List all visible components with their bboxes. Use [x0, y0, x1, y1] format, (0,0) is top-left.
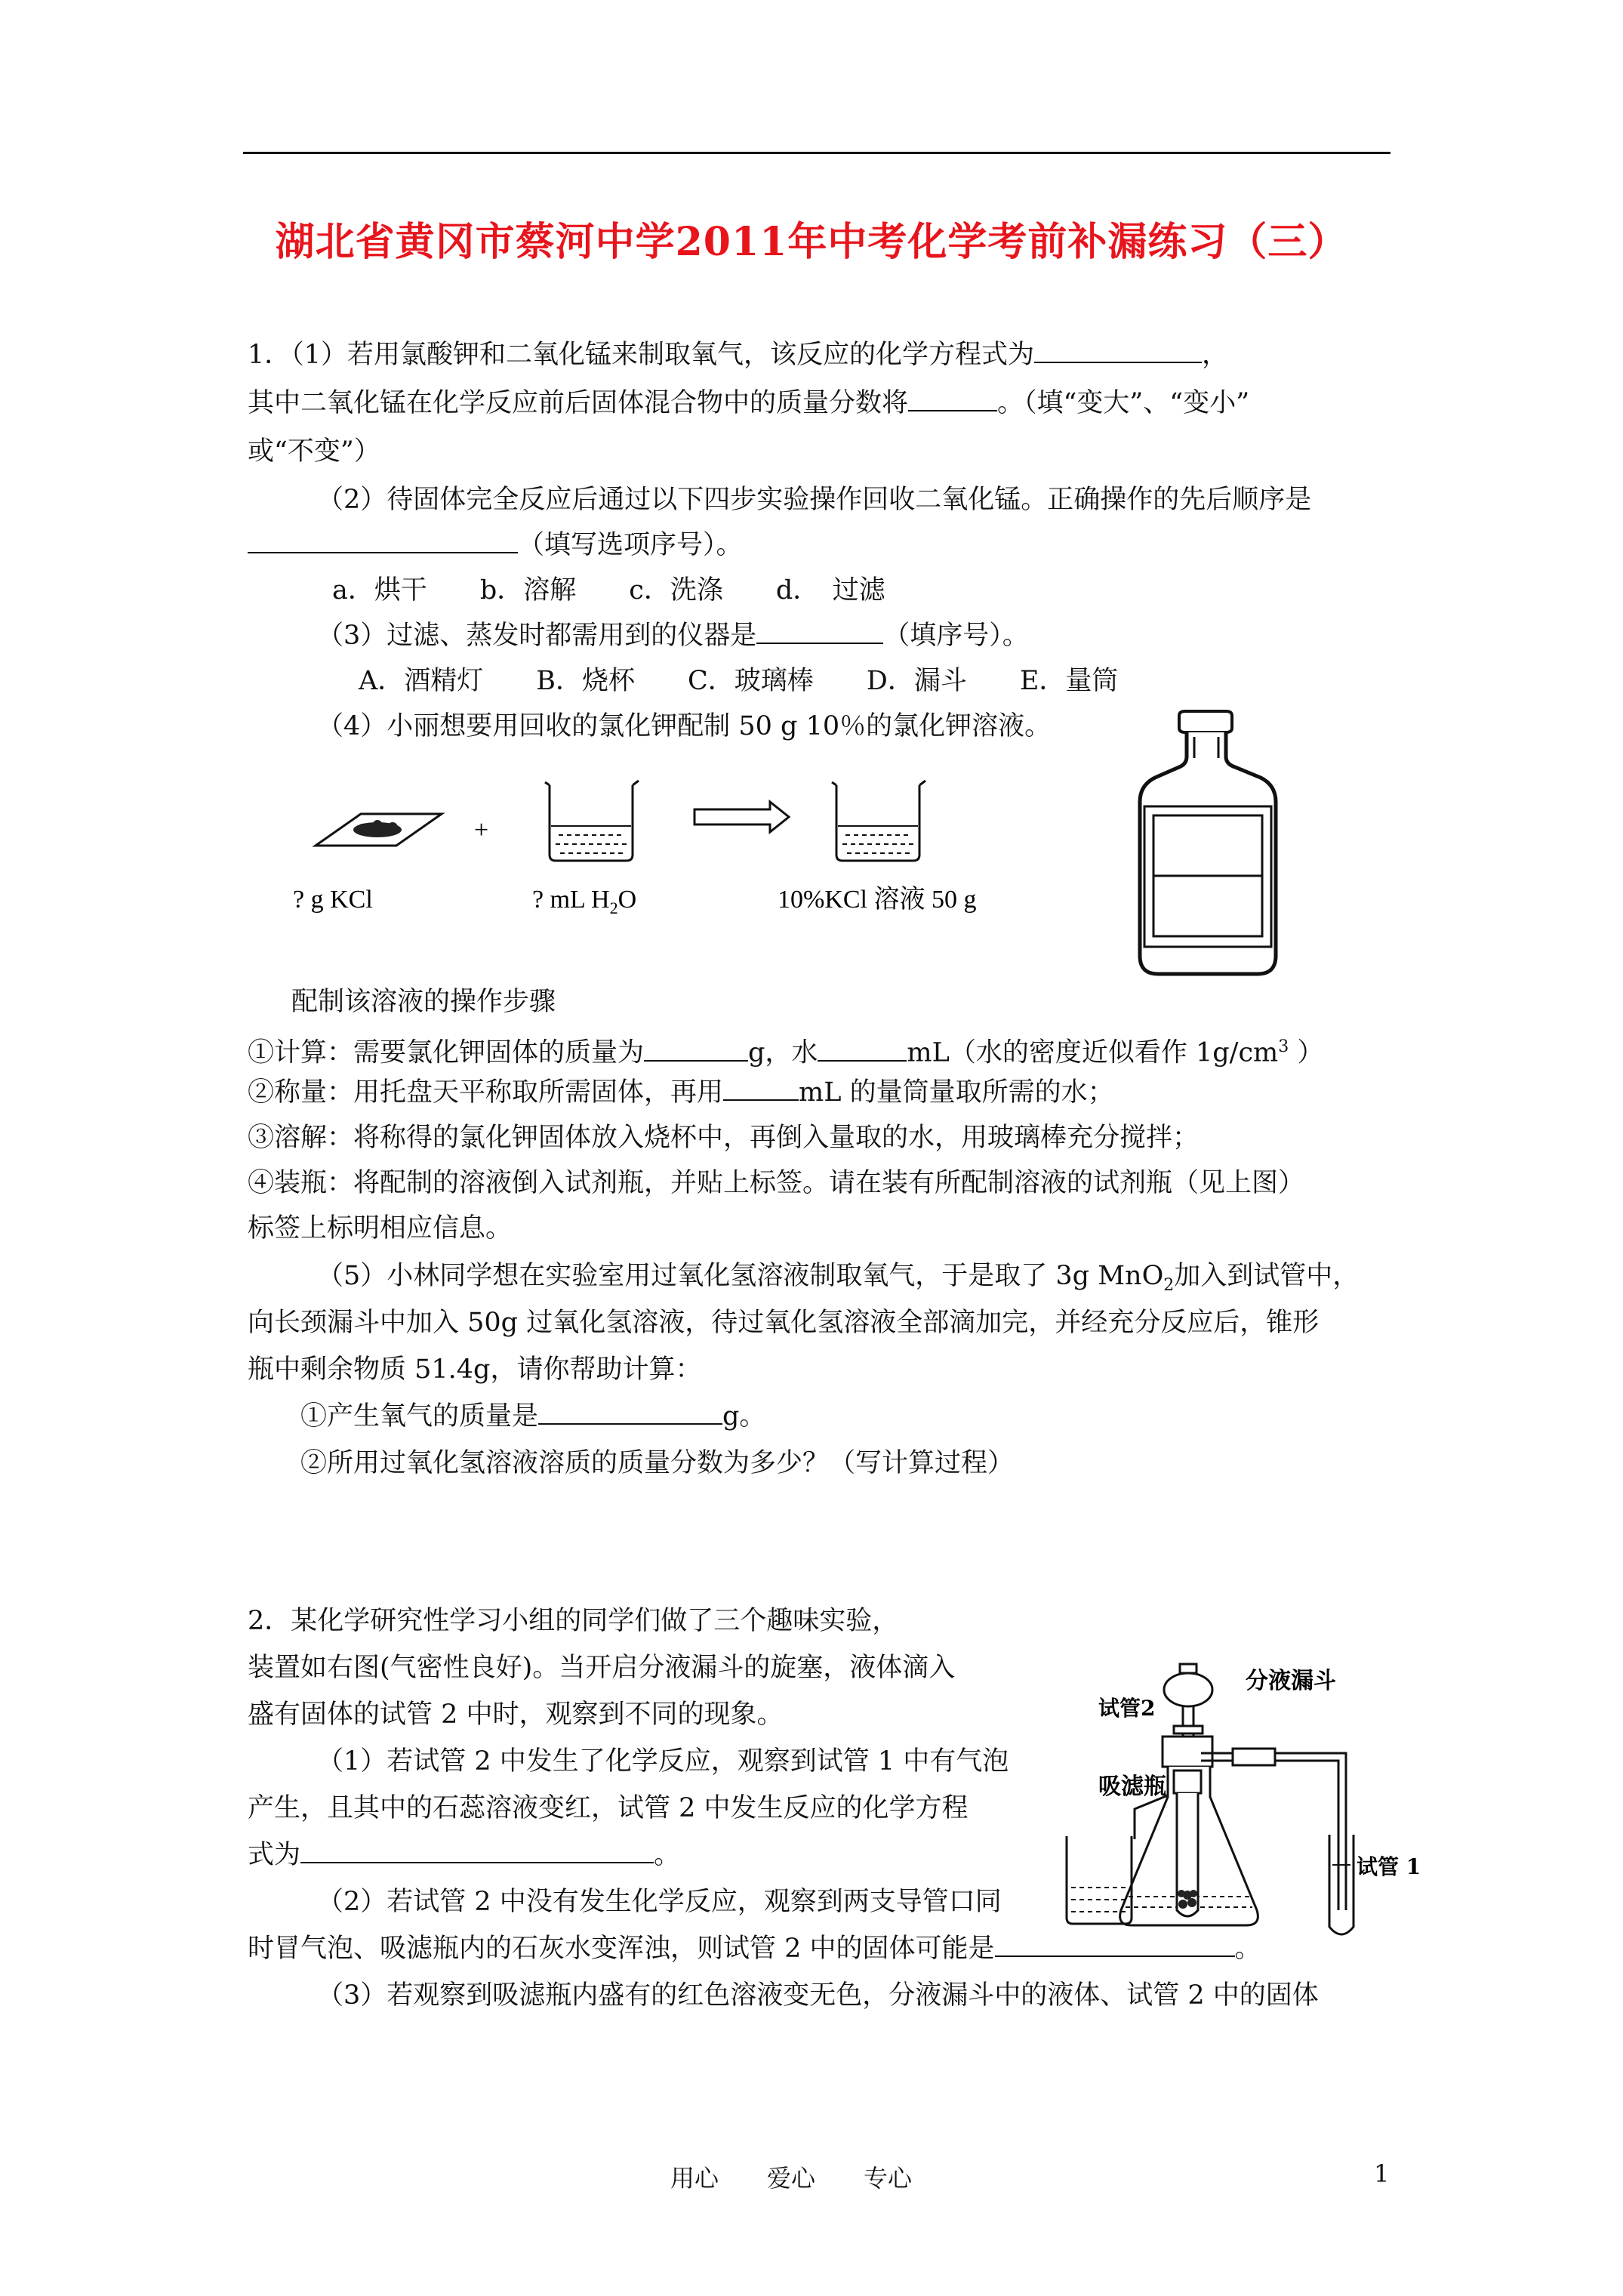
- weighing-paper-icon: [316, 814, 442, 846]
- footer-motto: 用心 爱心 专心: [670, 2164, 913, 2193]
- arrow-icon: [694, 802, 789, 832]
- q1-p5-q2: ②所用过氧化氢溶液溶质的质量分数为多少？（写计算过程）: [300, 1448, 1015, 1478]
- q2-p2-line2: 时冒气泡、吸滤瓶内的石灰水变浑浊，则试管 2 中的固体可能是 。: [248, 1934, 1261, 1964]
- q1-p5-line3: 瓶中剩余物质 51.4g，请你帮助计算：: [248, 1354, 702, 1385]
- q2-line3: 盛有固体的试管 2 中时，观察到不同的现象。: [248, 1700, 784, 1730]
- q2-p1-line1: （1）若试管 2 中发生了化学反应，观察到试管 1 中有气泡: [317, 1746, 1009, 1777]
- step1-calc: ①计算：需要氯化钾固体的质量为 g，水 mL（水的密度近似看作 $1g/cm^3$ ）: [248, 1037, 1324, 1068]
- q1-line1: 1．（1）若用氯酸钾和二氧化锰来制取氧气，该反应的化学方程式为 ，: [248, 340, 1229, 370]
- label-plus: +: [474, 816, 489, 844]
- step2-weigh: ②称量：用托盘天平称取所需固体，再用 mL 的量筒量取所需的水；: [248, 1077, 1114, 1108]
- q2-line1: 2．某化学研究性学习小组的同学们做了三个趣味实验，: [248, 1606, 899, 1636]
- label-kcl: ? g KCl: [293, 886, 373, 914]
- beaker-water-icon: [545, 781, 639, 861]
- apparatus-figure: [1053, 1661, 1431, 1963]
- q2-p3-line1: （3）若观察到吸滤瓶内盛有的红色溶液变无色，分液漏斗中的液体、试管 2 中的固体: [317, 1980, 1319, 2011]
- steps-title: 配制该溶液的操作步骤: [291, 987, 556, 1017]
- q2-p2-line1: （2）若试管 2 中没有发生化学反应，观察到两支导管口同: [317, 1887, 1002, 1917]
- label-water: ? mL $H_2O$: [532, 886, 637, 917]
- label-test-tube-1: 试管 1: [1357, 1854, 1421, 1879]
- page-title: 湖北省黄冈市蔡河中学2011年中考化学考前补漏练习（三）: [275, 219, 1348, 265]
- answer-blank[interactable]: [756, 620, 883, 644]
- q1-p5-line2: 向长颈漏斗中加入 50g 过氧化氢溶液，待过氧化氢溶液全部滴加完，并经充分反应后，锥形: [248, 1308, 1320, 1338]
- q2-line2: 装置如右图(气密性良好)。当开启分液漏斗的旋塞，液体滴入: [248, 1653, 956, 1683]
- q1-p3-options: A．酒精灯 B．烧杯 C．玻璃棒 D．漏斗 E．量筒: [359, 666, 1119, 696]
- answer-blank[interactable]: [908, 387, 997, 411]
- reagent-bottle-figure: [1132, 710, 1283, 982]
- solution-preparation-figure: [287, 763, 1042, 936]
- test-tube-2-icon: [1174, 1771, 1201, 1916]
- answer-blank[interactable]: [644, 1037, 748, 1062]
- answer-blank[interactable]: [248, 529, 518, 553]
- answer-blank[interactable]: [1034, 339, 1202, 363]
- answer-blank[interactable]: [723, 1077, 799, 1101]
- q1-p4-line: （4）小丽想要用回收的氯化钾配制 50 g 10％的氯化钾溶液。: [317, 711, 1052, 741]
- q1-p2-options: a．烘干 b．溶解 c．洗涤 d． 过滤: [332, 575, 885, 606]
- answer-blank[interactable]: [538, 1401, 722, 1425]
- q1-p2-line1: （2）待固体完全反应后通过以下四步实验操作回收二氧化锰。正确操作的先后顺序是: [317, 485, 1312, 515]
- test-tube-1-icon: [1329, 1835, 1354, 1934]
- label-separatory-funnel: 分液漏斗: [1246, 1668, 1336, 1694]
- q1-p5-q1: ①产生氧气的质量是 g。: [300, 1401, 766, 1432]
- answer-blank[interactable]: [818, 1037, 907, 1062]
- label-test-tube-2: 试管2: [1098, 1696, 1156, 1721]
- page-number: 1: [1374, 2159, 1390, 2188]
- q1-p3-line1: （3）过滤、蒸发时都需用到的仪器是 （填序号）。: [317, 621, 1029, 651]
- q2-p1-line3: 式为 。: [248, 1840, 681, 1870]
- header-rule: [243, 152, 1390, 154]
- label-solution: 10%KCl 溶液 50 g: [778, 886, 977, 914]
- label-filter-flask: 吸滤瓶: [1098, 1774, 1166, 1800]
- q1-line2: 其中二氧化锰在化学反应前后固体混合物中的质量分数将 。（填“变大”、“变小”: [248, 388, 1250, 418]
- step4-bottle-cont: 标签上标明相应信息。: [248, 1213, 513, 1244]
- q1-line3: 或“不变”）: [248, 436, 380, 467]
- q2-p1-line2: 产生，且其中的石蕊溶液变红，试管 2 中发生反应的化学方程: [248, 1793, 969, 1823]
- beaker-solution-icon: [832, 781, 925, 861]
- q1-p2-line2: （填写选项序号）。: [248, 529, 743, 562]
- step3-dissolve: ③溶解：将称得的氯化钾固体放入烧杯中，再倒入量取的水，用玻璃棒充分搅拌；: [248, 1123, 1200, 1153]
- q1-p5-line1: （5）小林同学想在实验室用过氧化氢溶液制取氧气，于是取了 3g MnO$_2$加入到试管中，: [317, 1261, 1360, 1295]
- answer-blank[interactable]: [300, 1839, 654, 1863]
- step4-bottle: ④装瓶：将配制的溶液倒入试剂瓶，并贴上标签。请在装有所配制溶液的试剂瓶（见上图）: [248, 1168, 1305, 1198]
